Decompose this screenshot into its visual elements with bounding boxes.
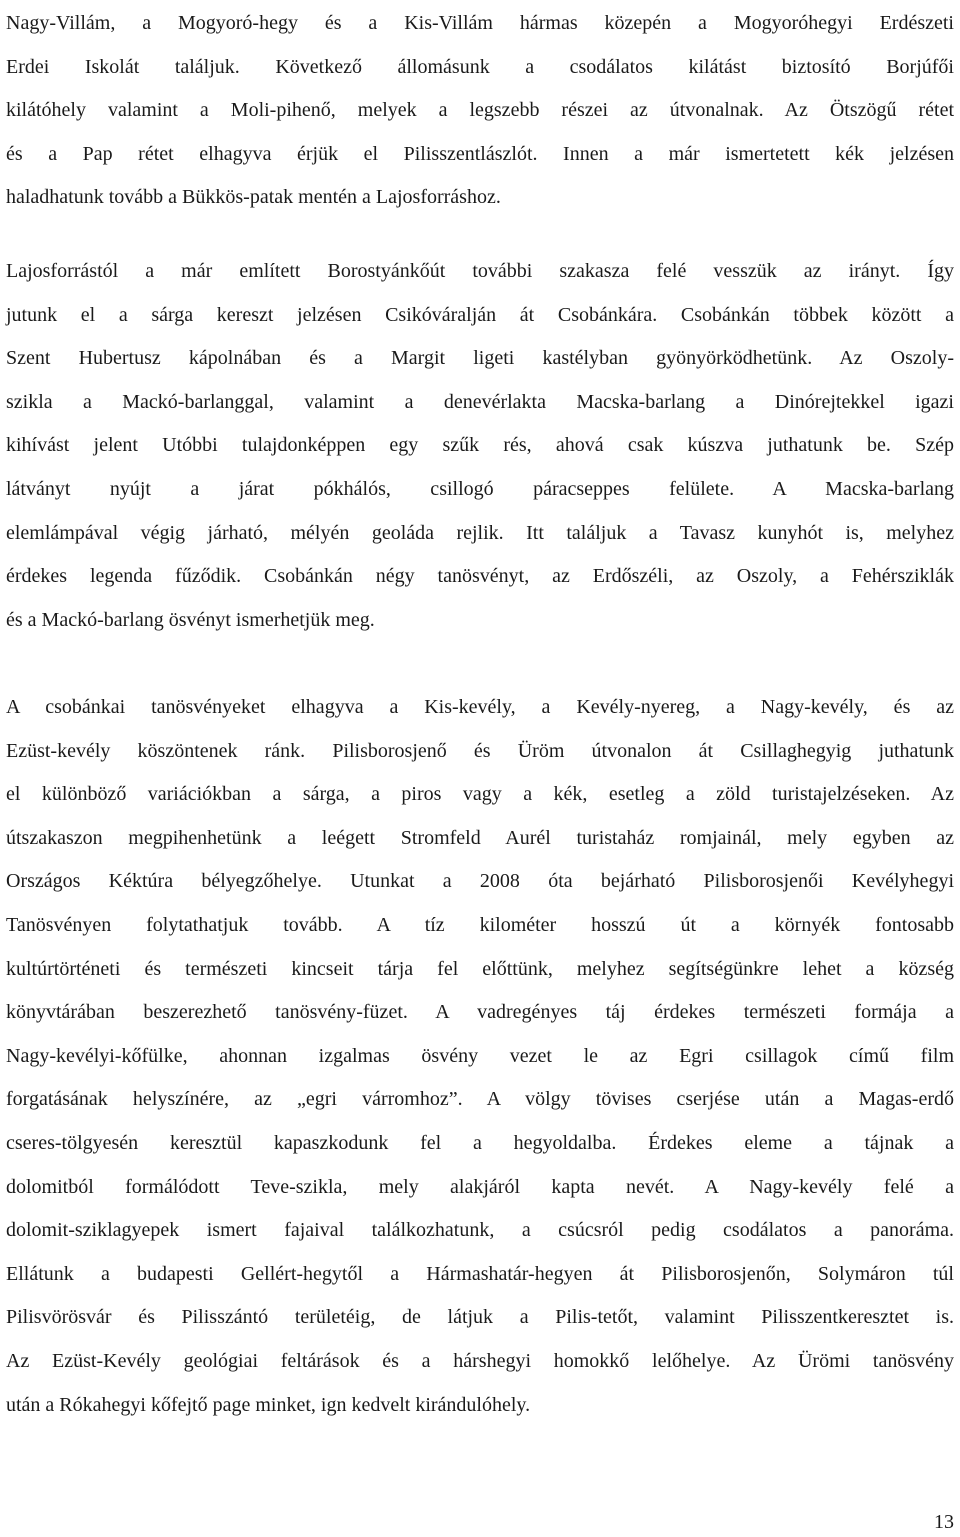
paragraph-line: szikla a Mackó-barlanggal, valamint a denevérlakta Macska-barlang a Dinórejtekkel igazi (6, 390, 954, 413)
paragraph-line: és a Pap rétet elhagyva érjük el Pilisszentlászlót. Innen a már ismertetett kék jelzésen (6, 142, 954, 165)
paragraph-line: Az Ezüst-Kevély geológiai feltárások és a hárshegyi homokkő lelőhelye. Az Ürömi tanösvény (6, 1349, 954, 1372)
paragraph-line: Pilisvörösvár és Pilisszántó területéig, de látjuk a Pilis-tetőt, valamint Pilisszentkeresztet is. (6, 1306, 954, 1329)
paragraph-line: kilátóhely valamint a Moli-pihenő, melyek a legszebb részei az útvonalnak. Az Ötszögű rétet (6, 99, 954, 122)
paragraph-line: A csobánkai tanösvényeket elhagyva a Kis-kevély, a Kevély-nyereg, a Nagy-kevély, és az (6, 696, 954, 718)
paragraph-line: cseres-tölgyesén keresztül kapaszkodunk fel a hegyoldalba. Érdekes eleme a tájnak a (6, 1131, 954, 1154)
paragraph-line: és a Mackó-barlang ösvényt ismerhetjük meg. (6, 608, 375, 631)
paragraph-line: könyvtárában beszerezhető tanösvény-füzet. A vadregényes táj érdekes természeti formája a (6, 1001, 954, 1024)
paragraph-line: Nagy-Villám, a Mogyoró-hegy és a Kis-Villám hármas közepén a Mogyoróhegyi Erdészeti (6, 12, 954, 34)
paragraph-line: jutunk el a sárga kereszt jelzésen Csikóváralján át Csobánkára. Csobánkán többek között a (6, 303, 954, 326)
paragraph-line: el különböző variációkban a sárga, a piros vagy a kék, esetleg a zöld turistajelzéseken. Az (6, 783, 954, 806)
paragraph-line: forgatásának helyszínére, az „egri várromhoz”. A völgy tövises cserjése után a Magas-erdő (6, 1088, 954, 1111)
paragraph-line: után a Rókahegyi kőfejtő page minket, ign kedvelt kirándulóhely. (6, 1393, 531, 1416)
paragraph-line: kihívást jelent Utóbbi tulajdonképpen egy szűk rés, ahová csak kúszva juthatunk be. Szép (6, 434, 954, 457)
paragraph-line: dolomitból formálódott Teve-szikla, mely alakjáról kapta nevét. A Nagy-kevély felé a (6, 1175, 954, 1198)
paragraph-line: Lajosforrástól a már említett Borostyánkőút további szakasza felé vesszük az irányt. Így (6, 260, 954, 282)
paragraph-line: látványt nyújt a járat pókhálós, csillogó páracseppes felülete. A Macska-barlang (6, 477, 954, 500)
paragraph-line: Ezüst-kevély köszöntenek ránk. Pilisborosjenő és Üröm útvonalon át Csillaghegyig juthatunk (6, 739, 954, 762)
paragraph-line: útszakaszon megpihenhetünk a leégett Stromfeld Aurél turistaház romjainál, mely egyben az (6, 826, 954, 849)
paragraph-3 (6, 686, 954, 1427)
paragraph-line: érdekes legenda fűződik. Csobánkán négy tanösvényt, az Erdőszéli, az Oszoly, a Fehérsziklák (6, 565, 954, 588)
paragraph-line: haladhatunk tovább a Bükkös-patak mentén a Lajosforráshoz. (6, 186, 501, 209)
paragraph-line: Tanösvényen folytathatjuk tovább. A tíz kilométer hosszú út a környék fontosabb (6, 913, 954, 936)
paragraph-line: Ellátunk a budapesti Gellért-hegytől a Hármashatár-hegyen át Pilisborosjenőn, Solymáron túl (6, 1262, 954, 1285)
page-number: 13 (934, 1511, 954, 1533)
paragraph-line: Nagy-kevélyi-kőfülke, ahonnan izgalmas ösvény vezet le az Egri csillagok című film (6, 1044, 954, 1067)
paragraph-line: Szent Hubertusz kápolnában és a Margit ligeti kastélyban gyönyörködhetünk. Az Oszoly- (6, 347, 954, 370)
paragraph-line: Országos Kéktúra bélyegzőhelye. Utunkat a 2008 óta bejárható Pilisborosjenői Kevélyhegyi (6, 870, 954, 893)
paragraph-line: Erdei Iskolát találjuk. Következő állomásunk a csodálatos kilátást biztosító Borjúfői (6, 55, 954, 78)
paragraph-1 (6, 2, 954, 220)
paragraph-line: kultúrtörténeti és természeti kincseit tárja fel előttünk, melyhez segítségünkre lehet a község (6, 957, 954, 980)
paragraph-2 (6, 250, 954, 642)
paragraph-line: elemlámpával végig járható, mélyén geoláda rejlik. Itt találjuk a Tavasz kunyhót is, melyhez (6, 521, 954, 544)
paragraph-line: dolomit-sziklagyepek ismert fajaival találkozhatunk, a csúcsról pedig csodálatos a panoráma. (6, 1219, 954, 1242)
